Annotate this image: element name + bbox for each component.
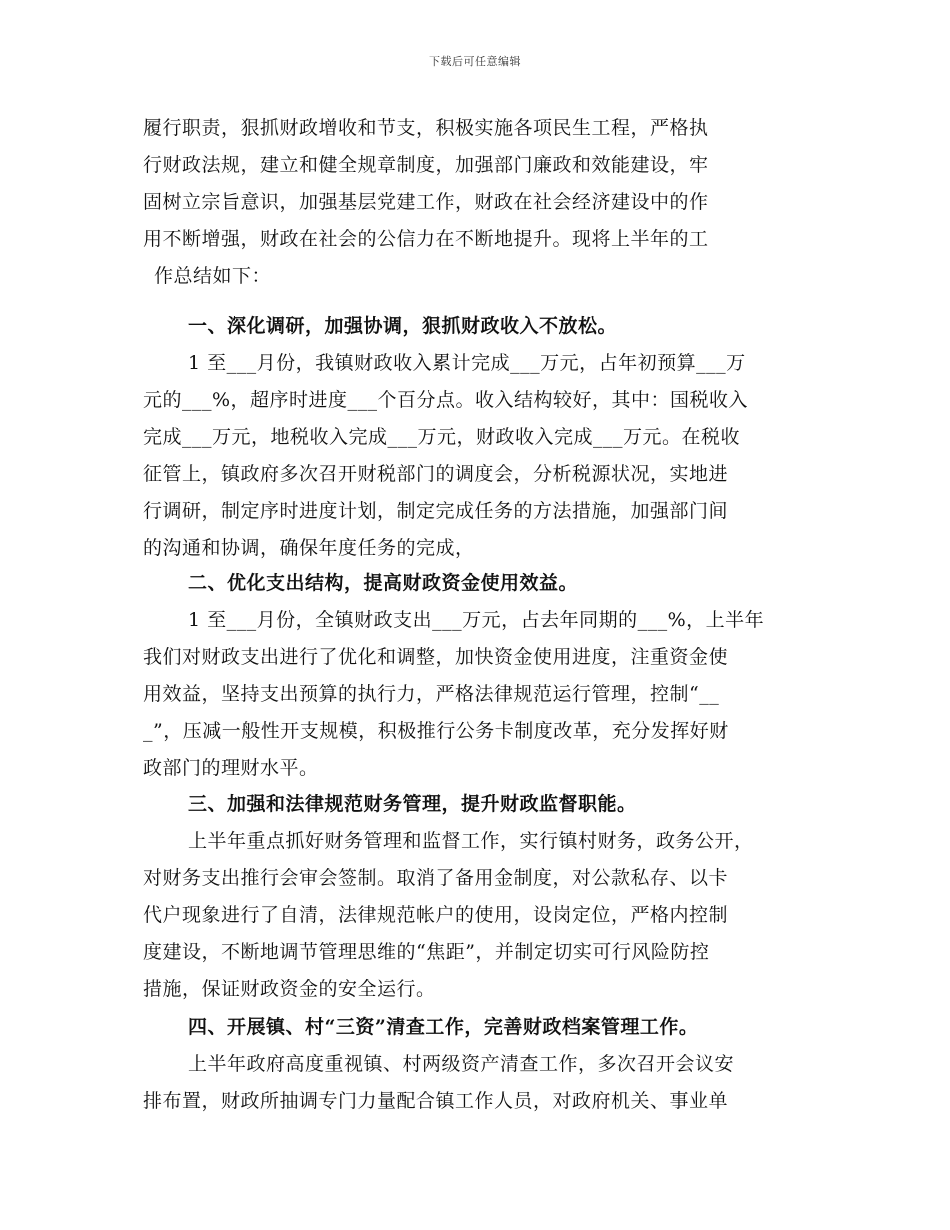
section-heading-1: 一、深化调研，加强协调，狠抓财政收入不放松。 <box>188 315 618 337</box>
section-heading-3: 三、加强和法律规范财务管理，提升财政监督职能。 <box>188 793 637 815</box>
paragraph-line: 固树立宗旨意识，加强基层党建工作，财政在社会经济建设中的作 <box>143 191 709 213</box>
paragraph-line: 行调研，制定序时进度计划，制定完成任务的方法措施，加强部门间 <box>143 500 729 522</box>
paragraph-line: 行财政法规，建立和健全规章制度，加强部门廉政和效能建设，牢 <box>143 154 709 176</box>
paragraph-line: 用效益，坚持支出预算的执行力，严格法律规范运行管理，控制“__ <box>143 683 720 705</box>
paragraph-line: 的沟通和协调，确保年度任务的完成， <box>143 537 475 559</box>
section-heading-4: 四、开展镇、村“三资”清查工作，完善财政档案管理工作。 <box>188 1016 699 1038</box>
paragraph-line: 元的___%，超序时进度___个百分点。收入结构较好，其中：国税收入 <box>143 389 749 411</box>
paragraph-line: 我们对财政支出进行了优化和调整，加快资金使用进度，注重资金使 <box>143 646 729 668</box>
paragraph-line: 1 至___月份，全镇财政支出___万元，占去年同期的___%，上半年 <box>188 609 765 631</box>
paragraph-line: 1 至___月份，我镇财政收入累计完成___万元，占年初预算___万 <box>188 352 746 374</box>
paragraph-line: 上半年政府高度重视镇、村两级资产清查工作，多次召开会议安 <box>188 1053 735 1075</box>
paragraph-line: 措施，保证财政资金的安全运行。 <box>143 978 436 1000</box>
paragraph-line: _”，压减一般性开支规模，积极推行公务卡制度改革，充分发挥好财 <box>143 720 729 742</box>
paragraph-line: 征管上，镇政府多次召开财税部门的调度会，分析税源状况，实地进 <box>143 463 729 485</box>
paragraph-line: 度建设，不断地调节管理思维的“焦距”，并制定切实可行风险防控 <box>143 941 710 963</box>
paragraph-line: 履行职责，狠抓财政增收和节支，积极实施各项民生工程，严格执 <box>143 117 709 139</box>
paragraph-line: 作总结如下： <box>154 265 272 287</box>
section-heading-2: 二、优化支出结构，提高财政资金使用效益。 <box>188 572 579 594</box>
paragraph-line: 对财务支出推行会审会签制。取消了备用金制度，对公款私存、以卡 <box>143 867 729 889</box>
page-header-note: 下载后可任意编辑 <box>429 55 521 68</box>
paragraph-line: 排布置，财政所抽调专门力量配合镇工作人员，对政府机关、事业单 <box>143 1090 729 1112</box>
paragraph-line: 上半年重点抓好财务管理和监督工作，实行镇村财务，政务公开， <box>188 830 754 852</box>
paragraph-line: 代户现象进行了自清，法律规范帐户的使用，设岗定位，严格内控制 <box>143 904 729 926</box>
paragraph-line: 用不断增强，财政在社会的公信力在不断地提升。现将上半年的工 <box>143 228 709 250</box>
paragraph-line: 政部门的理财水平。 <box>143 757 319 779</box>
paragraph-line: 完成___万元，地税收入完成___万元，财政收入完成___万元。在税收 <box>143 426 741 448</box>
